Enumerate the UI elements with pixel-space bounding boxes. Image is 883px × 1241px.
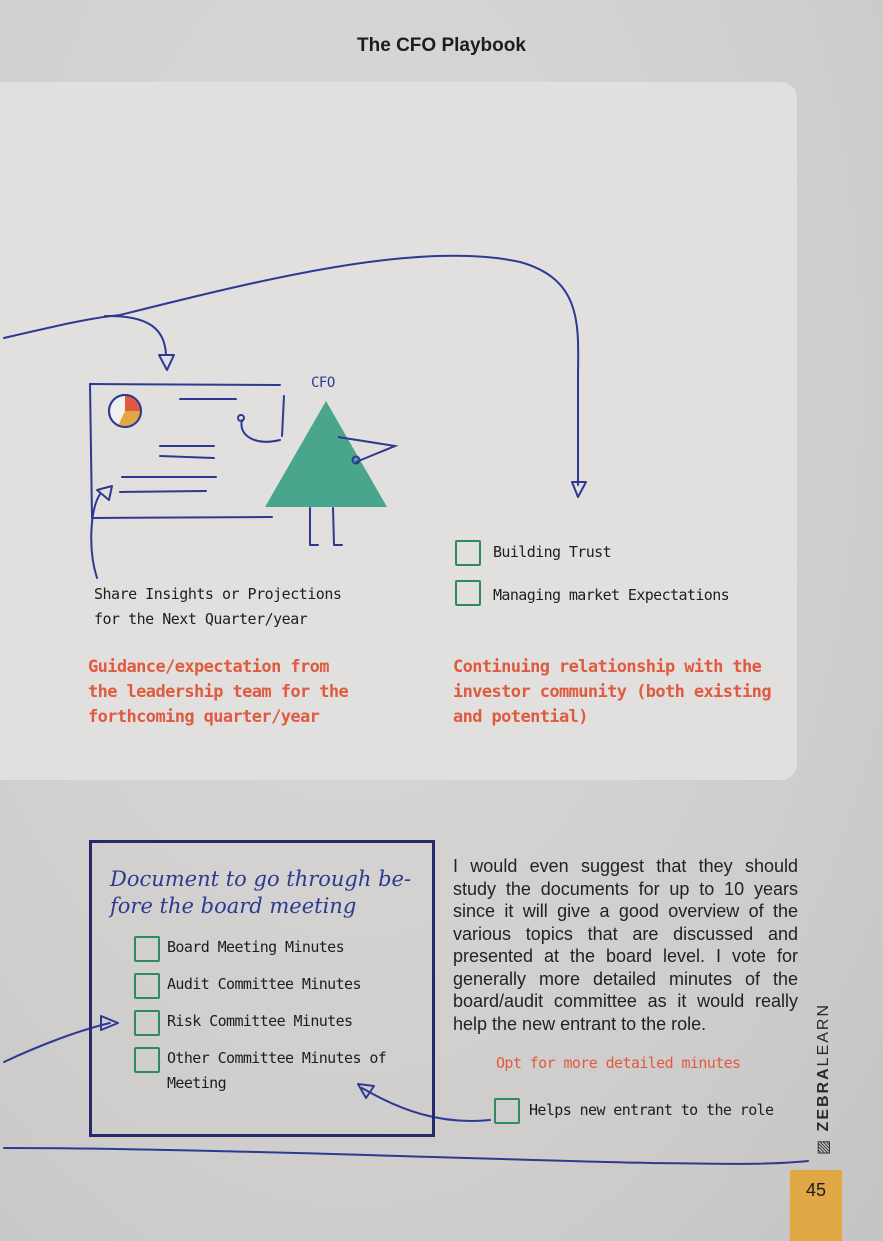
- helps-annotation: Helps new entrant to the role: [529, 1101, 774, 1119]
- opt-annotation: Opt for more detailed minutes: [496, 1054, 741, 1072]
- checkbox-icon: [134, 1010, 160, 1036]
- board-bottom: [92, 517, 272, 518]
- page-title: The CFO Playbook: [357, 35, 526, 56]
- guidance-text-line3: forthcoming quarter/year: [88, 707, 320, 727]
- guidance-text-line2: the leadership team for the: [88, 682, 349, 702]
- checkbox-icon: [494, 1098, 520, 1124]
- checklist-item-managing-market: Managing market Expectations: [493, 586, 730, 604]
- board-arrow-head: [159, 355, 174, 370]
- brand-strong: ZEBRA: [815, 1066, 832, 1132]
- brand-mark-icon: ▨: [815, 1131, 832, 1155]
- checkbox-icon: [134, 973, 160, 999]
- caption-arrow-head: [97, 486, 112, 500]
- share-caption-line1: Share Insights or Projections: [94, 585, 342, 603]
- relationship-text-line1: Continuing relationship with the: [453, 657, 762, 677]
- documents-title: Document to go through be-fore the board meeting: [110, 867, 412, 918]
- bottom-line: [4, 1148, 808, 1164]
- checkbox-icon: [455, 540, 481, 566]
- board-left: [90, 384, 92, 518]
- board-arrow-line: [105, 316, 166, 355]
- checkbox-icon: [134, 936, 160, 962]
- relationship-text-line2: investor community (both existing: [453, 682, 771, 702]
- page-number: 45: [805, 1180, 827, 1200]
- checkbox-icon: [134, 1047, 160, 1073]
- document-item-other-committee: Other Committee Minutes of: [167, 1049, 387, 1067]
- checkbox-icon: [455, 580, 481, 606]
- brand-light: LEARN: [815, 1002, 832, 1067]
- share-caption-line2: for the Next Quarter/year: [94, 610, 308, 628]
- checklist-item-building-trust: Building Trust: [493, 543, 612, 561]
- body-paragraph: I would even suggest that they should study the documents for up to 10 years since it will give a good overview of the various topics that are discussed and presented at the board level. I vote for generally more detailed minutes of the board/audit committee as it would really help the new entrant to the role.: [453, 856, 798, 1034]
- document-item-audit-committee: Audit Committee Minutes: [167, 975, 361, 993]
- guidance-text-line1: Guidance/expectation from: [88, 657, 329, 677]
- brand-logo: [813, 1003, 833, 1155]
- document-item-risk-committee: Risk Committee Minutes: [167, 1012, 353, 1030]
- board-top: [90, 384, 280, 385]
- relationship-text-line3: and potential): [453, 707, 588, 727]
- cfo-label: CFO: [311, 375, 335, 391]
- document-item-board-meeting: Board Meeting Minutes: [167, 938, 345, 956]
- pie-chart-icon: [109, 395, 141, 428]
- document-item-other-committee-line2: Meeting: [167, 1074, 227, 1092]
